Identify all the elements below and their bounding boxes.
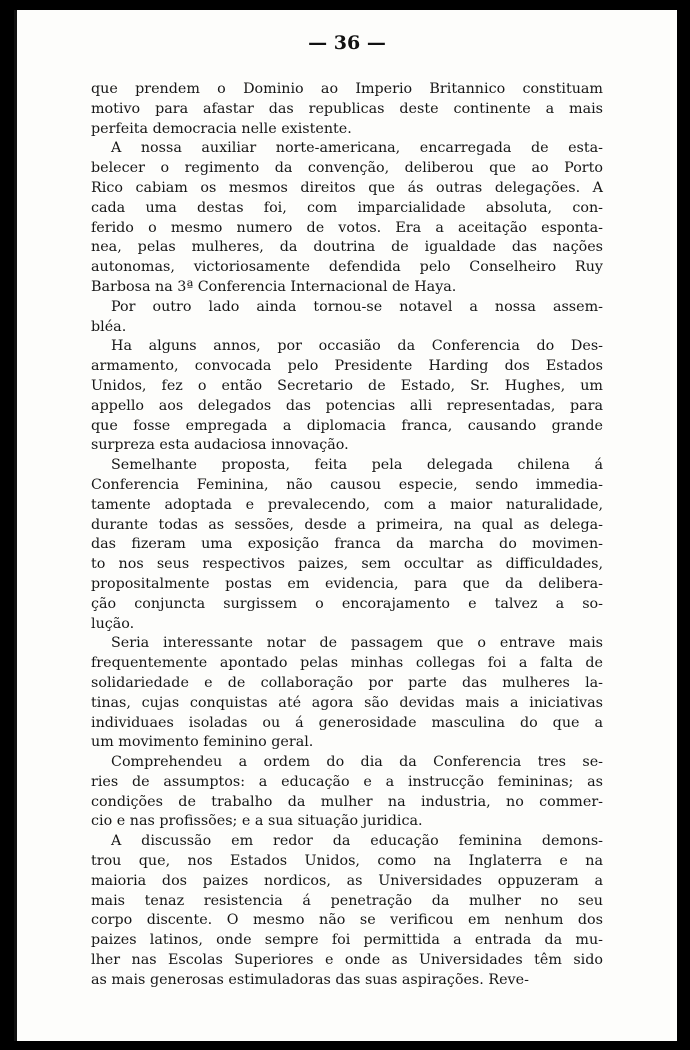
text-line: bléa. [91, 318, 127, 335]
text-line: lução. [91, 615, 135, 632]
paragraph [91, 139, 603, 297]
text-line: Seria interessante notar de passagem que o entrave mais [111, 635, 603, 652]
text-line: tamente adoptada e prevalecendo, com a maior naturalidade, [91, 496, 603, 513]
text-line: tinas, cujas conquistas até agora são devidas mais a iniciativas [91, 694, 603, 711]
text-line: cio e nas profissões; e a sua situação juridica. [91, 813, 423, 830]
text-line: belecer o regimento da convenção, deliberou que ao Porto [91, 160, 603, 177]
text-line: motivo para afastar das republicas deste continente a mais [91, 100, 603, 117]
text-line: Rico cabiam os mesmos direitos que ás outras delegações. A [91, 179, 603, 196]
text-line: um movimento feminino geral. [91, 734, 314, 751]
text-line: perfeita democracia nelle existente. [91, 120, 352, 137]
text-line: das fizeram uma exposição franca da marcha do movimen- [91, 536, 603, 553]
body-text [91, 80, 603, 991]
paragraph [91, 80, 603, 139]
text-line: ries de assumptos: a educação e a instrucção femininas; as [91, 773, 603, 790]
text-line: que prendem o Dominio ao Imperio Britannico constituam [91, 81, 603, 97]
text-line: Comprehendeu a ordem do dia da Conferencia tres se- [111, 754, 603, 771]
text-line: corpo discente. O mesmo não se verificou em nenhum dos [91, 912, 603, 929]
text-line: maioria dos paizes nordicos, as Universidades oppuzeram a [91, 872, 603, 889]
text-line: trou que, nos Estados Unidos, como na Inglaterra e na [91, 853, 603, 870]
text-line: Conferencia Feminina, não causou especie, sendo immedia- [91, 476, 603, 493]
text-line: to nos seus respectivos paizes, sem occultar as difficuldades, [91, 556, 603, 573]
text-line: A nossa auxiliar norte-americana, encarregada de esta- [111, 140, 603, 157]
text-line: mais tenaz resistencia á penetração da mulher no seu [91, 892, 603, 909]
text-line: nea, pelas mulheres, da doutrina de igualdade das nações [91, 239, 603, 256]
book-page [14, 10, 677, 1041]
text-line: propositalmente postas em evidencia, para que da delibera- [91, 575, 603, 592]
text-line: ferido o mesmo numero de votos. Era a aceitação esponta- [91, 219, 603, 236]
text-line: individuaes isoladas ou á generosidade masculina do que a [91, 714, 603, 731]
text-line: Barbosa na 3ª Conferencia Internacional de Haya. [91, 278, 457, 295]
page-number: — 36 — [308, 32, 386, 54]
paragraph [91, 634, 603, 753]
text-line: durante todas as sessões, desde a primeira, na qual as delega- [91, 516, 603, 533]
paragraph [91, 298, 603, 338]
text-line: condições de trabalho da mulher na industria, no commer- [91, 793, 603, 810]
text-line: armamento, convocada pelo Presidente Harding dos Estados [91, 358, 603, 375]
paragraph [91, 337, 603, 456]
text-line: as mais generosas estimuladoras das suas aspirações. Reve- [91, 971, 529, 988]
text-line: Unidos, fez o então Secretario de Estado, Sr. Hughes, um [91, 377, 603, 394]
text-line: paizes latinos, onde sempre foi permittida a entrada da mu- [91, 932, 603, 949]
text-line: Ha alguns annos, por occasião da Conferencia do Des- [111, 338, 603, 355]
paragraph [91, 832, 603, 990]
text-line: appello aos delegados das potencias alli representadas, para [91, 397, 603, 414]
paragraph [91, 753, 603, 832]
text-line: frequentemente apontado pelas minhas collegas foi a falta de [91, 655, 603, 672]
paragraph [91, 456, 603, 634]
text-line: Por outro lado ainda tornou-se notavel a nossa assem- [111, 298, 603, 315]
text-line: A discussão em redor da educação feminina demons- [111, 833, 603, 850]
text-line: solidariedade e de collaboração por parte das mulheres la- [91, 674, 603, 691]
text-line: autonomas, victoriosamente defendida pelo Conselheiro Ruy [91, 259, 603, 276]
text-line: lher nas Escolas Superiores e onde as Universidades têm sido [91, 952, 603, 969]
text-line: surpreza esta audaciosa innovação. [91, 437, 349, 454]
text-line: cada uma destas foi, com imparcialidade absoluta, con- [91, 199, 603, 216]
text-line: ção conjuncta surgissem o encorajamento e talvez a so- [91, 595, 603, 612]
text-line: Semelhante proposta, feita pela delegada chilena á [111, 457, 603, 474]
text-line: que fosse empregada a diplomacia franca, causando grande [91, 417, 603, 434]
